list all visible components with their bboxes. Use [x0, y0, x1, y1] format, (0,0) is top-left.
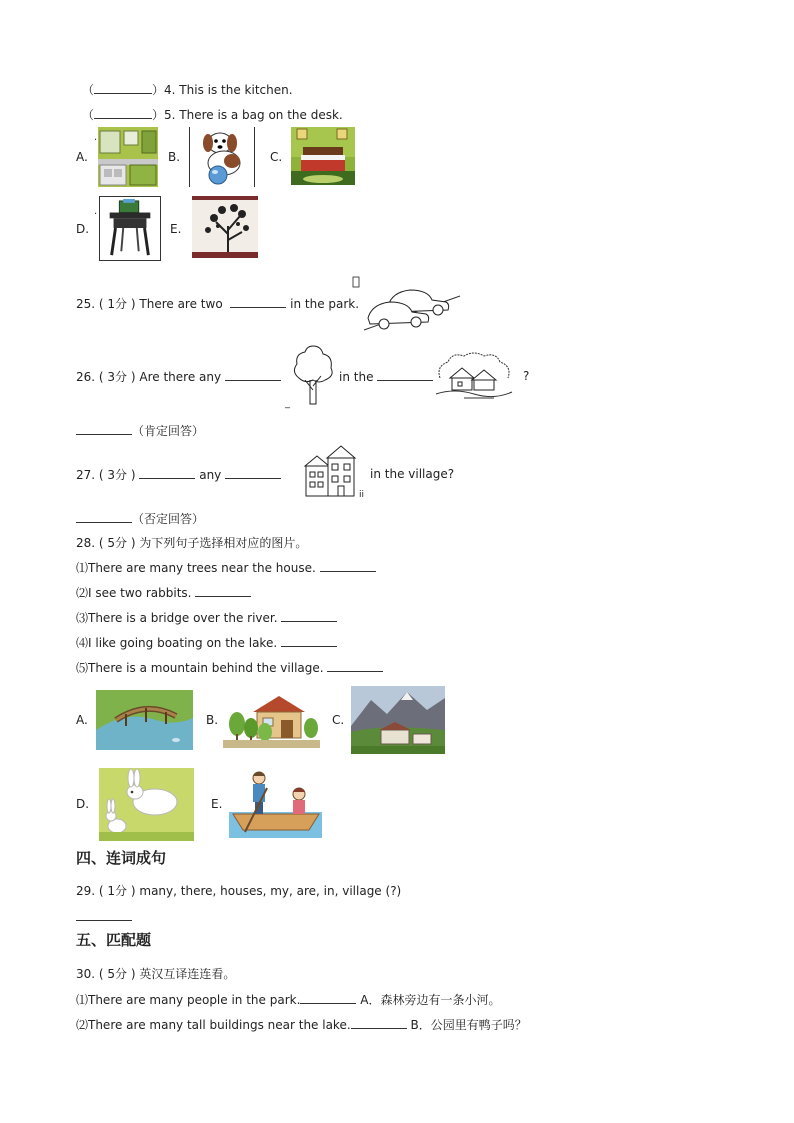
answer-blank[interactable] [76, 422, 132, 435]
question-27-part2: in the village? [370, 467, 455, 481]
house-trees-picture [223, 688, 320, 748]
boat-picture [229, 768, 322, 838]
cars-picture [352, 276, 462, 332]
option-c-label: C. [332, 713, 345, 727]
bedroom-picture [291, 127, 355, 185]
answer-blank[interactable] [225, 368, 281, 381]
question-27: 27. ( 3分 ) any [76, 466, 281, 483]
answer-blank[interactable] [94, 81, 152, 94]
question-28-item-1: ⑴There are many trees near the house. [76, 559, 376, 576]
question-28-item-2: ⑵I see two rabbits. [76, 584, 251, 601]
option-a-label: A. [76, 150, 88, 164]
answer-blank[interactable] [139, 466, 195, 479]
question-26-qmark: ? [523, 369, 530, 383]
section-4-heading: 四、连词成句 [76, 849, 167, 867]
question-28-item-4: ⑷I like going boating on the lake. [76, 634, 337, 651]
question-25: 25. ( 1分 ) There are two in the park. [76, 297, 360, 311]
answer-blank[interactable] [351, 1016, 407, 1029]
answer-blank[interactable] [195, 584, 251, 597]
question-30-row-2: ⑵There are many tall buildings near the lake. B．公园里有鸭子吗？ [76, 1018, 527, 1032]
bridge-picture [96, 690, 193, 750]
option-d-label: D. [76, 797, 90, 811]
question-30: 30. ( 5分 ) 英汉互译连连看。 [76, 967, 236, 981]
answer-blank[interactable] [281, 609, 337, 622]
option-b-label: B. [168, 150, 181, 164]
kitchen-picture [98, 127, 158, 187]
answer-blank[interactable] [76, 510, 132, 523]
question-26-part2: in the [339, 368, 433, 385]
park-picture [434, 348, 514, 402]
question-30-row-1: ⑴There are many people in the park. A．森林旁边有一条小河。 [76, 993, 501, 1007]
answer-blank[interactable] [377, 368, 433, 381]
desk-picture [99, 196, 161, 261]
stray-mark: _ [285, 398, 290, 409]
section-5-heading: 五、匹配题 [76, 931, 152, 949]
option-e-label: E. [211, 797, 223, 811]
question-29-answer [76, 908, 132, 925]
option-d-label: D. [76, 222, 90, 236]
stray-mark: ii [359, 490, 365, 500]
rabbits-picture [99, 768, 194, 841]
answer-blank[interactable] [281, 634, 337, 647]
answer-blank[interactable] [300, 991, 356, 1004]
answer-blank[interactable] [76, 908, 132, 921]
dog-picture [189, 127, 255, 187]
question-28-item-3: ⑶There is a bridge over the river. [76, 609, 337, 626]
stray-mark: . [94, 132, 98, 143]
tree-picture [291, 342, 335, 406]
question-27-answer: （否定回答） [76, 510, 204, 527]
answer-blank[interactable] [225, 466, 281, 479]
answer-blank[interactable] [320, 559, 376, 572]
answer-blank[interactable] [230, 295, 286, 308]
wall-tree-picture [192, 196, 258, 258]
question-28-item-5: ⑸There is a mountain behind the village. [76, 659, 383, 676]
option-c-label: C. [270, 150, 283, 164]
answer-blank[interactable] [94, 106, 152, 119]
question-26-answer: （肯定回答） [76, 422, 204, 439]
option-a-label: A. [76, 713, 88, 727]
mountain-picture [351, 686, 445, 754]
question-26: 26. ( 3分 ) Are there any [76, 368, 281, 385]
option-e-label: E. [170, 222, 182, 236]
question-5: （ ）5. There is a bag on the desk. [82, 108, 343, 122]
question-4: （ ）4. This is the kitchen. [82, 83, 293, 97]
houses-picture [303, 444, 357, 498]
question-28: 28. ( 5分 ) 为下列句子选择相对应的图片。 [76, 536, 308, 550]
answer-blank[interactable] [327, 659, 383, 672]
option-b-label: B. [206, 713, 219, 727]
stray-mark: . [94, 206, 98, 217]
question-29: 29. ( 1分 ) many, there, houses, my, are, in, village (?) [76, 884, 402, 898]
